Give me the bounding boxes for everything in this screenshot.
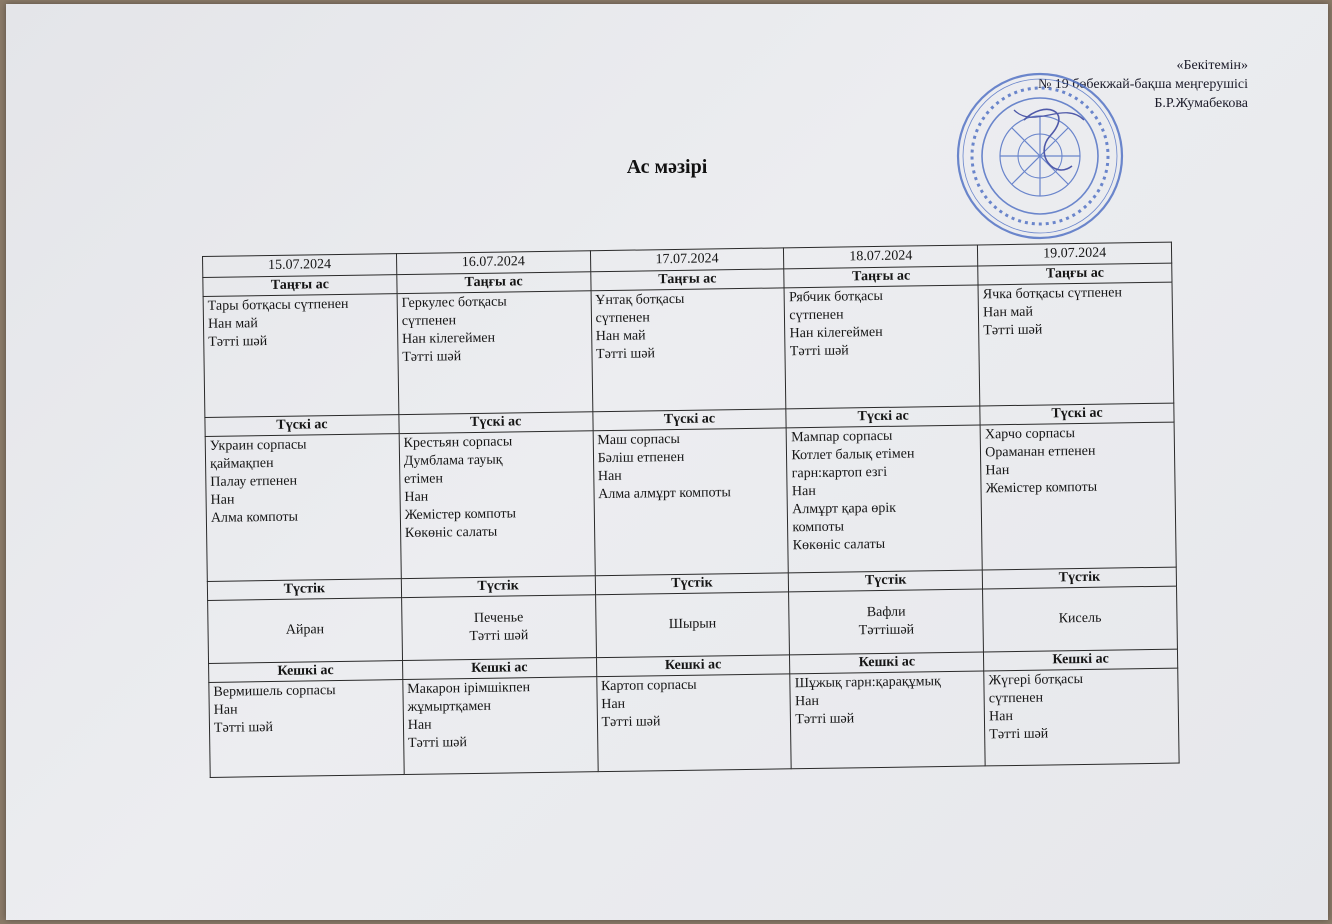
dish-line: Ячка ботқасы сүтпенен [982, 285, 1123, 303]
dish-line: Нан [597, 468, 622, 485]
meal-items-cell [978, 282, 1174, 406]
dish-line: Нан [985, 463, 1010, 479]
dish-line: Картоп сорпасы [600, 677, 697, 695]
date-cell: 15.07.2024 [203, 254, 397, 278]
meal-items-cell [789, 589, 984, 655]
meal-items-cell [595, 592, 790, 658]
meal-heading: Кешкі ас [209, 661, 403, 683]
meal-items-cell [980, 422, 1176, 570]
dish-line: Айран [285, 622, 325, 638]
dish-line: Тәтті шәй [407, 735, 468, 751]
meal-heading: Түскі ас [980, 403, 1174, 425]
dish-line: Шырын [668, 616, 717, 633]
meal-heading: Таңғы ас [590, 269, 784, 291]
dish-line: Нан кілегеймен [401, 330, 496, 348]
dish-line: Тәтті шәй [213, 720, 274, 736]
meal-heading: Кешкі ас [790, 652, 984, 674]
dish-line: Тәтті шәй [795, 711, 855, 728]
dish-line: Алма компоты [210, 509, 299, 526]
dish-line: Палау етпенен [210, 473, 298, 490]
meal-items-cell [983, 586, 1178, 652]
dish-line: Украин сорпасы [209, 437, 307, 454]
dish-line: Печенье [473, 610, 524, 627]
approval-position: № 19 бөбекжай-бақша меңгерушісі [1037, 77, 1248, 92]
dish-line: сүтпенен [988, 690, 1044, 707]
dish-line: Тәтті шәй [402, 349, 462, 366]
meal-items-cell [593, 428, 789, 576]
dish-line: Жүгері ботқасы [988, 671, 1084, 689]
dish-line: сүтпенен [789, 307, 844, 324]
date-cell: 19.07.2024 [978, 242, 1172, 266]
dish-line: қаймақпен [209, 455, 274, 472]
meal-heading: Түстік [207, 579, 401, 601]
dish-line: Нан май [983, 304, 1034, 321]
dish-line: Тары ботқасы сүтпенен [207, 296, 349, 314]
dish-line: Мампар сорпасы [791, 428, 893, 446]
meal-heading: Кешкі ас [402, 658, 596, 680]
date-cell: 17.07.2024 [590, 248, 784, 272]
dish-line: Кисель [1058, 610, 1102, 627]
meal-items-row [205, 422, 1176, 581]
dish-line: Тәтті шәй [208, 334, 268, 350]
meal-heading: Түстік [789, 570, 983, 592]
meal-heading: Таңғы ас [397, 272, 591, 294]
meal-items-row [209, 668, 1179, 777]
dish-line: Нан [213, 702, 238, 718]
meal-items-cell [403, 677, 598, 775]
dish-line: Тәттішәй [858, 622, 915, 639]
page-title: Ас мәзірі [626, 156, 708, 178]
dish-line: Тәтті шәй [601, 714, 661, 731]
meal-items-cell [787, 425, 983, 573]
meal-items-cell [984, 668, 1179, 766]
dish-line: Нан кілегеймен [789, 324, 883, 342]
dish-line: Алма алмұрт компоты [598, 485, 731, 503]
dish-line: жұмыртқамен [407, 698, 492, 716]
dish-line: Тәтті шәй [789, 343, 849, 360]
meal-items-cell [596, 674, 791, 772]
meal-heading: Таңғы ас [203, 275, 397, 297]
dish-line: Думблама тауық [403, 452, 503, 470]
meal-heading: Түскі ас [592, 409, 786, 431]
meal-items-cell [208, 598, 403, 664]
meal-items-cell [205, 434, 401, 582]
meal-items-cell [203, 294, 399, 418]
document-page [6, 4, 1328, 920]
dish-line: Нан [601, 696, 626, 713]
approval-label: «Бекітемін» [1176, 58, 1248, 73]
meal-items-cell [209, 680, 404, 778]
meal-items-cell [397, 291, 593, 415]
dish-line: Котлет балық етімен [791, 446, 915, 464]
dish-line: Нан май [595, 328, 646, 345]
dish-line: сүтпенен [401, 313, 457, 330]
dish-line: Алмұрт қара өрік [792, 500, 897, 518]
menu-table [202, 242, 1180, 778]
meal-items-cell [591, 288, 787, 412]
dish-line: Жемістер компоты [985, 479, 1098, 497]
meal-items-cell [790, 671, 985, 769]
dish-line: Нан [988, 709, 1014, 725]
dish-line: Көкөніс салаты [792, 536, 886, 554]
dish-line: Нан май [207, 316, 258, 332]
dish-line: Вафли [866, 604, 906, 621]
dish-line: Тәтті шәй [989, 726, 1049, 743]
dish-line: Нан [210, 492, 235, 508]
dish-line: Геркулес ботқасы [401, 294, 507, 312]
dish-line: Тәтті шәй [983, 322, 1043, 339]
date-cell: 16.07.2024 [396, 251, 590, 275]
meal-heading: Түскі ас [205, 415, 399, 437]
dish-line: гарн:картоп езгі [791, 464, 888, 482]
meal-heading: Кешкі ас [596, 655, 790, 677]
dish-line: Ораманан етпенен [985, 443, 1096, 461]
dish-line: Рябчик ботқасы [788, 288, 883, 306]
meal-heading: Таңғы ас [978, 263, 1172, 285]
dish-line: Нан [404, 489, 429, 506]
dish-line: Нан [407, 717, 432, 733]
meal-heading: Түстік [982, 567, 1176, 589]
meal-items-cell [784, 285, 980, 409]
meal-items-cell [399, 431, 595, 579]
dish-line: Шұжық гарн:қарақұмық [794, 674, 941, 692]
meal-items-row [203, 282, 1174, 417]
meal-heading: Түстік [595, 573, 789, 595]
meal-heading: Түскі ас [786, 406, 980, 428]
dish-line: Жемістер компоты [404, 506, 517, 524]
meal-heading: Кешкі ас [984, 649, 1178, 671]
dish-line: Вермишель сорпасы [213, 683, 336, 700]
dish-line: Нан [794, 693, 820, 710]
menu-table-wrapper [202, 242, 1180, 778]
meal-items-cell [401, 595, 596, 661]
meal-heading: Түскі ас [399, 412, 593, 434]
dish-line: Тәтті шәй [469, 628, 529, 645]
dish-line: Тәтті шәй [595, 346, 656, 363]
dish-line: Крестьян сорпасы [403, 434, 513, 452]
dish-line: Нан [791, 483, 816, 500]
meal-heading: Таңғы ас [784, 266, 978, 288]
dish-line: Маш сорпасы [597, 431, 680, 449]
dish-line: компоты [792, 519, 845, 536]
dish-line: Харчо сорпасы [984, 426, 1076, 443]
dish-line: сүтпенен [595, 310, 650, 327]
dish-line: Макарон ірімшікпен [407, 680, 531, 698]
dish-line: Бәліш етпенен [597, 449, 685, 467]
dish-line: етімен [404, 471, 444, 488]
meal-heading: Түстік [401, 576, 595, 598]
dish-line: Көкөніс салаты [404, 524, 498, 542]
dish-line: Ұнтақ ботқасы [595, 291, 685, 309]
date-cell: 18.07.2024 [784, 245, 978, 269]
approval-signatory: Б.Р.Жумабекова [1154, 96, 1248, 111]
